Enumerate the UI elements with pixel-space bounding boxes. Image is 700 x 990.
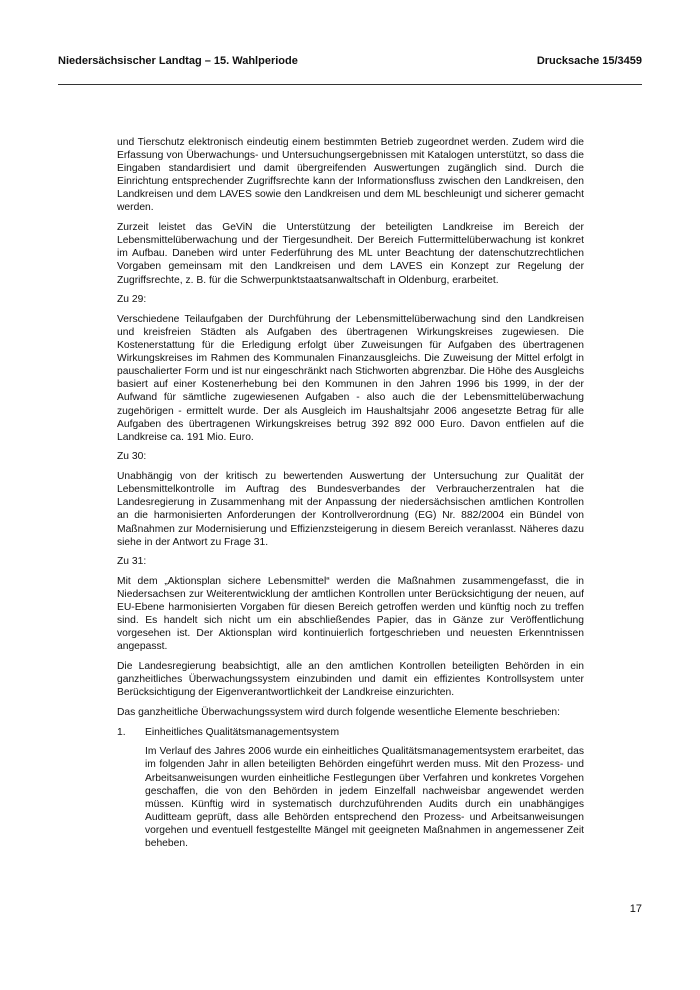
answer-label-31: Zu 31: — [117, 556, 147, 568]
answer-label-29: Zu 29: — [117, 294, 147, 306]
list-item-title: Einheitliches Qualitätsmanagementsystem — [145, 726, 340, 738]
list-item-text: Im Verlauf des Jahres 2006 wurde ein einheitliches Qualitätsmanagementsystem erarbeitet, das im folgenden Jahr in allen beteiligten Behörden eingeführt werden muss. Mit den Prozess- und Arbeitsanweisungen wurden einheitliche Festlegungen über Verfahren und konkretes Vorgehen geschaffen, die von den Behörden in jedem Einzelfall nachweisbar angewendet werden müssen. Künftig wird in systematisch durchzuführenden Audits durch ein unabhängiges Auditteam geprüft, dass alle Behörden entsprechend den Prozess- und Arbeitsanweisungen vorgehen und eventuell festgestellte Mängel mit geeigneten Maßnahmen in angemessener Zeit beheben. — [145, 746, 584, 850]
paragraph: Mit dem „Aktionsplan sichere Lebensmittel“ werden die Maßnahmen zusammengefasst, die in Niedersachsen zur Weiterentwicklung der amtlichen Kontrollen unter Berücksichtigung der neuen, auf EU-Ebene harmonisierten Vorgaben für diesen Bereich getroffen werden und künftig noch zu treffen sind. Es handelt sich nicht um ein abschließendes Papier, das in Gänze zur Veröffentlichung vorgesehen ist. Der Aktionsplan wird kontinuierlich fortgeschrieben und neuesten Erkenntnissen angepasst. — [117, 575, 584, 653]
list-item-number: 1. — [117, 726, 126, 738]
paragraph: Die Landesregierung beabsichtigt, alle an den amtlichen Kontrollen beteiligten Behörden in ein ganzheitliches Überwachungssystem einzubinden und damit ein effizientes Kontrollsystem unter Berücksichtigung der Eigenverantwortlichkeit der Landkreise einzurichten. — [117, 661, 584, 699]
paragraph: Unabhängig von der kritisch zu bewertenden Auswertung der Untersuchung zur Qualität der Lebensmittelkontrolle im Auftrag des Bundesverbandes der Verbraucherzentralen hat die Landesregierung in Zusammenhang mit der Anpassung der niedersächsischen amtlichen Kontrollen an die harmonisierten Anforderungen der Kontrollverordnung (EG) Nr. 882/2004 ein Bündel von Maßnahmen zur Modernisierung und Effizienzsteigerung in diesem Bereich veranlasst. Näheres dazu siehe in der Antwort zu Frage 31. — [117, 471, 584, 548]
answer-label-30: Zu 30: — [117, 451, 147, 463]
header-document-number: Drucksache 15/3459 — [536, 55, 642, 67]
paragraph: und Tierschutz elektronisch eindeutig einem bestimmten Betrieb zugeordnet werden. Zudem wird die Erfassung von Überwachungs- und Untersuchungsergebnissen mit Katalogen unterstützt, so dass die Eingaben standardisiert und damit übergreifenden Auswertungen zugänglich sind. Durch die Einrichtung entsprechender Zugriffsrechte kann der Informationsfluss zwischen den Landkreisen, den Landkreisen und dem LAVES sowie den Landkreisen und dem ML beschleunigt und sicherer gemacht werden. — [117, 137, 584, 214]
document-body — [117, 136, 584, 857]
paragraph: Das ganzheitliche Überwachungssystem wird durch folgende wesentliche Elemente beschrieben: — [117, 707, 561, 718]
paragraph: Zurzeit leistet das GeViN die Unterstützung der beteiligten Landkreise im Bereich der Lebensmittelüberwachung und der Tiergesundheit. Der Bereich Futtermittelüberwachung ist konkret im Aufbau. Daneben wird unter Federführung des ML unter Beachtung der datenschutzrechtlichen Vorgaben gemeinsam mit den Landkreisen und dem LAVES ein Konzept zur Regelung der Zugriffsrechte, z. B. für die Schwerpunktstaatsanwaltschaft in Oldenburg, erarbeitet. — [117, 222, 584, 286]
paragraph: Verschiedene Teilaufgaben der Durchführung der Lebensmittelüberwachung sind den Landkreisen und kreisfreien Städten als Aufgaben des übertragenen Wirkungskreises zugewiesen. Die Kostenerstattung für die Erledigung erfolgt über Zuweisungen für Aufgaben des übertragenen Wirkungskreises im Rahmen des Kommunalen Finanzausgleichs. Die Zuweisung der Mittel erfolgt in pauschalierter Form und ist nur eingeschränkt nach Stichworten abgrenzbar. Die Höhe des Ausgleichs basiert auf einer Kostenerhebung bei den Kommunen in den Jahren 1996 bis 1999, in der der Aufwand für sämtliche zugewiesenen Aufgaben - also auch die der Lebensmittelüberwachung zugehörigen - ermittelt wurde. Der als Ausgleich im Haushaltsjahr 2006 angesetzte Betrag für alle Aufgaben des übertragenen Wirkungskreises betrug 392 892 000 Euro. Davon entfielen auf die Landkreise ca. 191 Mio. Euro. — [117, 313, 584, 443]
list-item — [117, 726, 584, 850]
header-divider — [58, 84, 642, 85]
header-parliament: Niedersächsischer Landtag – 15. Wahlperiode — [58, 55, 298, 67]
page-number: 17 — [629, 903, 642, 915]
